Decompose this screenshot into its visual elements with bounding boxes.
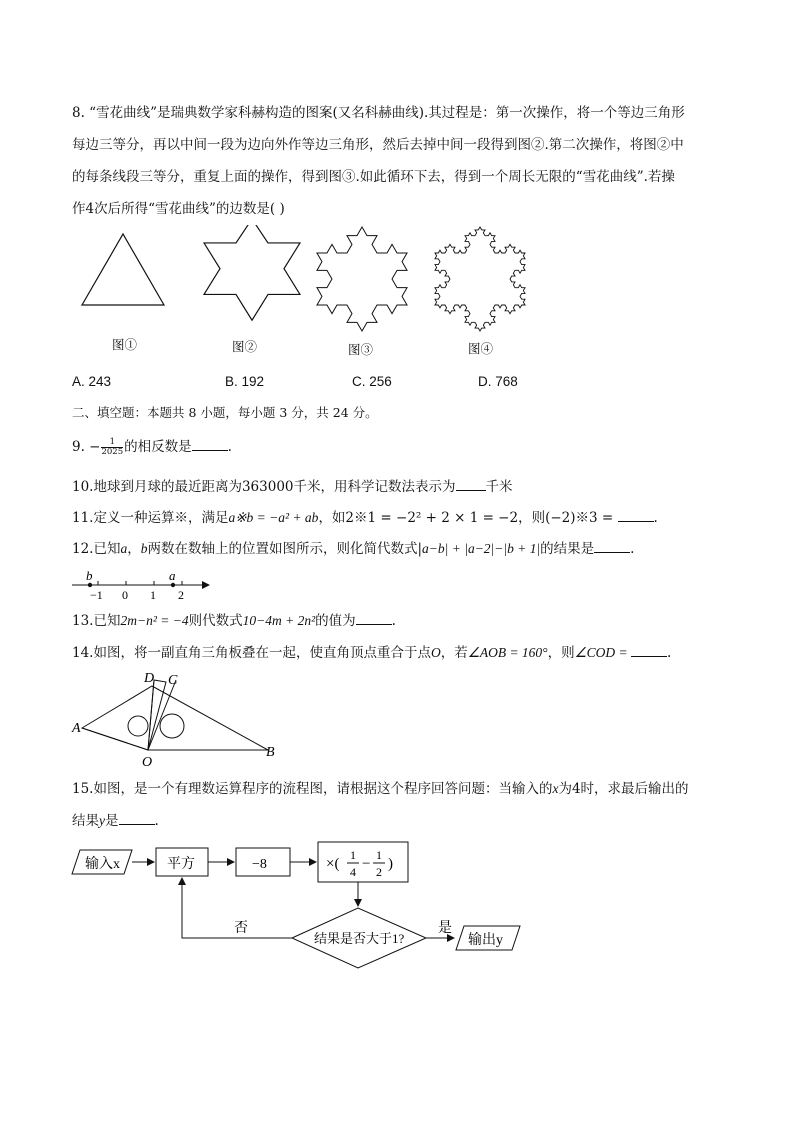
q9-denominator: 2025: [101, 447, 124, 457]
q15-line-2: 结果y是 .: [72, 813, 159, 829]
q12-part-4: 的结果是: [540, 541, 595, 557]
q15-text-1b: 为4时，求最后输出的: [558, 781, 689, 797]
q10-text: 10.地球到月球的最近距离为363000千米，用科学记数法表示为: [72, 479, 456, 495]
q14: 14.如图，将一副直角三角板叠在一起，使直角顶点重合于点O，若∠AOB = 160°，则∠COD = .: [72, 645, 672, 661]
q13: 13.已知2m−n² = −4则代数式10−4m + 2n²的值为 .: [72, 613, 396, 629]
flow-decision-text: 结果是否大于1?: [314, 931, 405, 946]
q12-var-a: a: [120, 541, 128, 556]
q11-definition: a※b = −a² + ab: [228, 510, 319, 525]
q15-var-x: x: [552, 781, 559, 796]
q9-fraction: [101, 438, 123, 457]
q11-blank: [618, 509, 654, 522]
q12: 12.已知a，b两数在数轴上的位置如图所示，则化简代数式|a−b| + |a−2|−|b + 1|的结果是 .: [72, 541, 635, 557]
label-d: D: [144, 671, 155, 686]
flow-f2-den: 2: [376, 865, 382, 879]
label-b: B: [266, 745, 275, 760]
q9: 9. − $\frac{1}{2025}$ 的相反数是 .: [72, 437, 232, 457]
koch3-outline: [317, 227, 407, 331]
koch-figure-1: [82, 234, 164, 305]
flow-input-text: 输入x: [85, 857, 120, 872]
option-a: A. 243: [72, 374, 112, 389]
q12-part-1: 12.已知: [72, 541, 121, 557]
q13-expression-1: 2m−n² = −4: [120, 613, 189, 628]
q9-numerator: 1: [101, 438, 123, 448]
q15-line-1: [72, 780, 689, 798]
q11-part-1: 11.定义一种运算※，满足: [72, 510, 229, 526]
flow-square-text: 平方: [167, 857, 195, 872]
q12-part-2: ，: [127, 541, 141, 557]
label-o: O: [142, 755, 153, 768]
q15-text-2b: 是: [105, 813, 119, 829]
q14-angle-cod: ∠COD =: [574, 645, 632, 660]
q8-line-1: 8. “雪花曲线”是瑞典数学家科赫构造的图案(又名科赫曲线).其过程是：第一次操作，将一个等边三角形: [72, 105, 685, 121]
koch-figure-4: [435, 227, 525, 331]
q12-expression: a−b| + |a−2|−|b + 1|: [422, 541, 541, 556]
label-a: A: [72, 721, 81, 736]
q13-part-3: 的值为: [315, 613, 356, 629]
q8-line-4: 作4次后所得“雪花曲线”的边数是( ): [72, 201, 285, 217]
flowchart: [68, 840, 538, 975]
axis-tick-2: 2: [178, 588, 184, 602]
q13-expression-2: 10−4m + 2n²: [242, 613, 316, 628]
q8-line-3: 的每条线段三等分，重复上面的操作，得到图③.如此循环下去，得到一个周长无限的“雪花曲线”.若操: [72, 169, 675, 185]
q14-blank: [631, 644, 667, 657]
flow-close: ): [388, 856, 393, 872]
q13-blank: [356, 612, 392, 625]
flow-minus: −: [362, 856, 371, 872]
q13-part-2: 则代数式: [188, 613, 243, 629]
q9-blank: [192, 438, 228, 451]
option-c: C. 256: [352, 374, 392, 389]
fig-label-2: 图②: [232, 339, 258, 354]
label-c: C: [168, 673, 178, 688]
q13-part-1: 13.已知: [72, 613, 121, 629]
q12-part-3: 两数在数轴上的位置如图所示，则化简代数式|: [147, 541, 423, 557]
triangle-figure: [70, 668, 285, 768]
koch-figure-3: [317, 227, 407, 331]
q14-part-3: ，则: [547, 645, 575, 661]
q15-text-2a: 结果: [72, 813, 99, 829]
fig-label-4: 图④: [468, 341, 494, 356]
flow-f2-num: 1: [376, 848, 382, 862]
q8-line-2: 每边三等分，再以中间一段为边向外作等边三角形，然后去掉中间一段得到图②.第二次操作，将图②中: [72, 137, 684, 153]
q15-var-y: y: [99, 813, 105, 828]
axis-tick-minus1: −1: [90, 588, 103, 602]
flow-f1-den: 4: [350, 865, 356, 879]
q12-blank: [594, 540, 630, 553]
option-d: D. 768: [478, 374, 518, 389]
fig-label-3: 图③: [348, 342, 374, 357]
q11: 11.定义一种运算※，满足a※b = −a² + ab，如2※1 = −2² + 2 × 1 = −2，则(−2)※3 = .: [72, 510, 658, 526]
flow-output-text: 输出y: [468, 933, 503, 948]
option-b: B. 192: [225, 374, 265, 389]
number-line: [70, 568, 220, 602]
q12-var-b: b: [140, 541, 148, 556]
q14-part-2: ，若: [440, 645, 468, 661]
koch-figure-2: [204, 225, 300, 320]
q10: [72, 478, 513, 496]
fig-label-1: 图①: [112, 337, 138, 352]
q14-angle-aob: ∠AOB = 160°: [467, 645, 548, 660]
flow-yes-label: 是: [438, 921, 452, 936]
axis-point-a: a: [169, 568, 176, 583]
koch-snowflake-figures: [70, 225, 540, 335]
q15-blank: [119, 812, 155, 825]
flow-f1-num: 1: [350, 848, 356, 862]
q15-text-1: 15.如图，是一个有理数运算程序的流程图，请根据这个程序回答问题：当输入的: [72, 781, 553, 797]
q14-part-1: 14.如图，将一副直角三角板叠在一起，使直角顶点重合于点: [72, 645, 431, 661]
q10-blank: [456, 478, 486, 491]
q9-suffix: 的相反数是: [124, 439, 192, 455]
q11-part-3: ，如2※1 = −2² + 2 × 1 = −2，则(−2)※3 =: [318, 510, 618, 526]
q9-prefix: 9. −: [72, 439, 101, 455]
flow-minus8-text: −8: [252, 857, 267, 872]
koch4-outline: [435, 227, 525, 331]
q14-point-o: O: [430, 645, 441, 660]
q10-suffix: 千米: [485, 479, 513, 495]
flow-times: ×(: [326, 856, 340, 872]
axis-point-b: b: [86, 568, 93, 583]
flow-no-label: 否: [234, 921, 248, 936]
axis-tick-0: 0: [122, 588, 128, 602]
section-heading: 二、填空题：本题共 8 小题，每小题 3 分，共 24 分。: [72, 405, 378, 420]
axis-tick-1: 1: [150, 588, 156, 602]
